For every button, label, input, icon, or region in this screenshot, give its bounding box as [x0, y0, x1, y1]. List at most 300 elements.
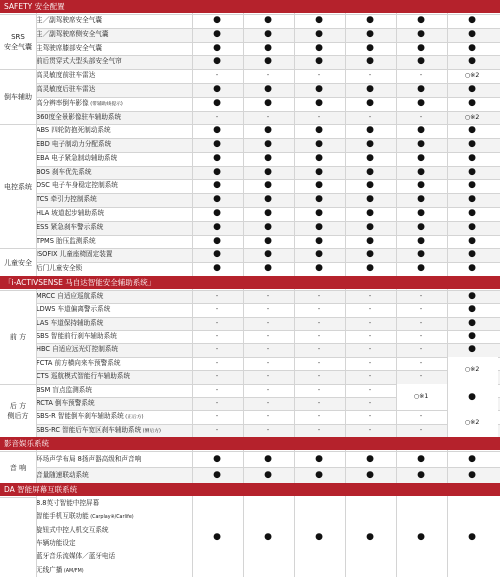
standard-dot: ● [264, 83, 272, 94]
standard-dot: ● [417, 42, 425, 53]
standard-dot: ● [264, 221, 272, 232]
standard-dot: ● [468, 208, 476, 219]
not-available-dash: - [266, 398, 270, 407]
standard-dot: ● [417, 15, 425, 25]
not-available-dash: - [419, 425, 423, 434]
standard-dot: ● [468, 83, 476, 94]
feature-label [36, 451, 202, 467]
standard-dot: ● [468, 249, 476, 260]
feature-name: 高灵敏度后驻车雷达 [36, 84, 96, 93]
group-label-line: 电控系统 [4, 182, 32, 191]
standard-dot: ● [264, 454, 272, 464]
feature-label [36, 193, 202, 207]
group-label-line: 安全气囊 [4, 43, 32, 52]
column-divider [396, 289, 397, 437]
standard-dot: ● [315, 56, 323, 67]
not-available-dash: - [317, 398, 321, 407]
column-divider [36, 496, 37, 577]
column-divider [345, 450, 346, 483]
standard-dot: ● [366, 221, 374, 232]
feature-name: SBS-RC 智能后车宽区刹车辅助系统 [36, 425, 142, 434]
feature-name: BSM 盲点监测系统 [36, 385, 92, 394]
da-feature [36, 524, 202, 537]
group-label-da [0, 497, 36, 577]
section-header-iactivsense: 「i-ACTIVSENSE 马自达智能安全辅助系统」 [0, 276, 500, 289]
not-available-dash: - [266, 385, 270, 394]
standard-dot: ● [468, 56, 476, 67]
standard-dot: ● [468, 97, 476, 108]
not-available-dash: - [266, 345, 270, 354]
column-divider [192, 496, 193, 577]
standard-dot: ● [315, 249, 323, 260]
not-available-dash: - [215, 112, 219, 121]
standard-dot: ● [213, 454, 221, 464]
feature-label [36, 138, 202, 152]
feature-label [36, 467, 202, 483]
standard-dot: ● [468, 139, 476, 150]
feature-name: SBS-R 智能倒车刹车辅助系统 [36, 412, 124, 421]
column-divider [243, 450, 244, 483]
standard-dot: ● [315, 194, 323, 205]
sbsr-option-note: ○※2 [447, 410, 498, 437]
not-available-dash: - [368, 425, 372, 434]
not-available-dash: - [215, 385, 219, 394]
not-available-dash: - [368, 385, 372, 394]
not-available-dash: - [266, 332, 270, 341]
fcta-cts-option-note: ○※2 [447, 357, 498, 384]
column-divider [192, 289, 193, 437]
standard-dot: ● [417, 208, 425, 219]
not-available-dash: - [266, 425, 270, 434]
standard-dot: ● [264, 139, 272, 150]
standard-dot: ● [417, 97, 425, 108]
standard-dot: ● [468, 180, 476, 191]
feature-label [36, 124, 202, 138]
group-label-line: 后 方 [9, 401, 27, 410]
feature-label [36, 424, 202, 437]
da-feature [36, 510, 202, 523]
standard-dot: ● [264, 208, 272, 219]
not-available-dash: - [368, 372, 372, 381]
group-label-parking [0, 69, 36, 124]
feature-name: ISOFIX 儿童座椅固定装置 [36, 250, 113, 259]
not-available-dash: - [317, 358, 321, 367]
standard-dot: ● [315, 28, 323, 39]
column-divider [243, 496, 244, 577]
group-label-line: 倒车辅助 [4, 93, 32, 102]
column-divider [192, 13, 193, 276]
feature-name: EBA 电子紧急制动辅助系统 [36, 153, 118, 162]
not-available-dash: - [317, 112, 321, 121]
standard-dot: ● [417, 194, 425, 205]
standard-dot: ● [315, 208, 323, 219]
not-available-dash: - [368, 345, 372, 354]
standard-dot: ● [417, 221, 425, 232]
standard-dot: ● [468, 152, 476, 163]
standard-dot: ● [468, 221, 476, 232]
standard-dot: ● [366, 208, 374, 219]
feature-name: HLA 坡道起步辅助系统 [36, 209, 105, 218]
standard-dot: ● [315, 470, 323, 480]
standard-dot: ● [417, 532, 425, 542]
feature-note: (正后方) [123, 415, 144, 421]
not-available-dash: - [266, 112, 270, 121]
feature-label [36, 235, 202, 249]
standard-dot: ● [264, 56, 272, 67]
not-available-dash: - [266, 358, 270, 367]
not-available-dash: - [317, 292, 321, 300]
not-available-dash: - [317, 412, 321, 421]
feature-label [36, 357, 202, 370]
standard-dot: ● [264, 166, 272, 177]
column-divider [447, 496, 448, 577]
standard-dot: ● [417, 83, 425, 94]
group-label-line: SRS [11, 33, 25, 42]
not-available-dash: - [215, 71, 219, 80]
da-feature-name: 车辆功能设定 [36, 539, 76, 547]
not-available-dash: - [215, 318, 219, 327]
feature-name: HBC 自适应远光灯控制系统 [36, 345, 119, 354]
feature-label [36, 397, 202, 410]
standard-dot: ● [417, 28, 425, 39]
not-available-dash: - [317, 305, 321, 314]
da-feature-name: 蓝牙音乐流媒体／蓝牙电话 [36, 552, 116, 561]
feature-label [36, 111, 202, 125]
not-available-dash: - [368, 398, 372, 407]
standard-dot: ● [315, 263, 323, 274]
standard-dot: ● [366, 152, 374, 163]
standard-dot: ● [468, 470, 476, 480]
standard-dot: ● [264, 249, 272, 260]
standard-dot: ● [213, 470, 221, 480]
standard-dot: ● [366, 15, 374, 25]
feature-label [36, 55, 202, 69]
column-divider [243, 289, 244, 437]
not-available-dash: - [317, 385, 321, 394]
feature-label [36, 317, 202, 330]
standard-dot: ● [213, 221, 221, 232]
not-available-dash: - [419, 292, 423, 300]
standard-dot: ● [366, 139, 374, 150]
standard-dot: ● [213, 56, 221, 67]
feature-label [36, 179, 202, 193]
standard-dot: ● [366, 249, 374, 260]
not-available-dash: - [419, 305, 423, 314]
not-available-dash: - [368, 332, 372, 341]
feature-name: 高灵敏度前驻车雷达 [36, 71, 96, 80]
feature-name: 主驾驶席膝部安全气囊 [36, 43, 102, 52]
standard-dot: ● [315, 532, 323, 542]
standard-dot: ● [417, 152, 425, 163]
feature-label [36, 166, 202, 180]
column-divider [294, 13, 295, 276]
standard-dot: ● [264, 194, 272, 205]
standard-dot: ● [213, 97, 221, 108]
not-available-dash: - [215, 412, 219, 421]
standard-dot: ● [417, 454, 425, 464]
column-divider [192, 450, 193, 483]
standard-dot: ● [264, 470, 272, 480]
feature-note: (侧后方) [141, 428, 161, 434]
feature-name: SBS 智能前行刹车辅助系统 [36, 332, 117, 341]
bsm-rcta-dot: ● [447, 384, 498, 411]
standard-dot: ● [468, 331, 476, 342]
not-available-dash: - [368, 358, 372, 367]
not-available-dash: - [368, 412, 372, 421]
group-label-line: 儿童安全 [4, 258, 32, 267]
group-label-line: 音 响 [9, 463, 27, 472]
standard-dot: ● [264, 152, 272, 163]
feature-name: RCTA 倒车预警系统 [36, 398, 95, 407]
standard-dot: ● [213, 83, 221, 94]
column-divider [447, 289, 448, 437]
da-feature-note: (AM/FM) [62, 568, 84, 574]
not-available-dash: - [419, 318, 423, 327]
not-available-dash: - [266, 372, 270, 381]
standard-dot: ● [366, 28, 374, 39]
standard-dot: ● [417, 470, 425, 480]
feature-name: 主／副驾驶席侧安全气囊 [36, 29, 109, 38]
standard-dot: ● [264, 125, 272, 136]
standard-dot: ● [213, 249, 221, 260]
feature-name: LDWS 车道偏离警示系统 [36, 305, 111, 314]
standard-dot: ● [213, 180, 221, 191]
feature-label [36, 97, 202, 111]
feature-label [36, 303, 202, 316]
group-label-rear [0, 384, 36, 437]
standard-dot: ● [468, 291, 476, 301]
feature-name: CTS 巡航模式智能行车辅助系统 [36, 372, 131, 381]
standard-dot: ● [366, 180, 374, 191]
section-header-safety: SAFETY 安全配置 [0, 0, 500, 13]
not-available-dash: - [368, 305, 372, 314]
standard-dot: ● [417, 263, 425, 274]
standard-dot: ● [213, 532, 221, 542]
standard-dot: ● [315, 97, 323, 108]
not-available-dash: - [368, 318, 372, 327]
feature-label [36, 370, 202, 383]
not-available-dash: - [215, 398, 219, 407]
column-divider [345, 496, 346, 577]
section-header-da: DA 智能屏幕互联系统 [0, 483, 500, 496]
not-available-dash: - [368, 112, 372, 121]
standard-dot: ● [213, 263, 221, 274]
column-divider [36, 13, 37, 276]
standard-dot: ● [213, 139, 221, 150]
feature-name: TCS 牵引力控制系统 [36, 195, 97, 204]
not-available-dash: - [419, 71, 423, 80]
feature-label [36, 290, 202, 303]
group-label-line: 侧后方 [7, 411, 29, 420]
not-available-dash: - [419, 345, 423, 354]
feature-name: 360度全景影像驻车辅助系统 [36, 112, 122, 121]
not-available-dash: - [266, 305, 270, 314]
standard-dot: ● [468, 166, 476, 177]
column-divider [294, 496, 295, 577]
standard-dot: ● [417, 235, 425, 246]
not-available-dash: - [419, 372, 423, 381]
column-divider [243, 13, 244, 276]
not-available-dash: - [419, 412, 423, 421]
da-feature-name: 无线广播 [36, 565, 63, 574]
standard-dot: ● [315, 15, 323, 25]
column-divider [447, 450, 448, 483]
not-available-dash: - [368, 71, 372, 80]
bsm-rcta-option-note: ○※1 [396, 384, 447, 411]
standard-dot: ● [315, 83, 323, 94]
not-available-dash: - [215, 345, 219, 354]
column-divider [36, 289, 37, 437]
standard-dot: ● [417, 166, 425, 177]
column-divider [345, 289, 346, 437]
standard-dot: ● [213, 125, 221, 136]
standard-dot: ● [315, 166, 323, 177]
column-divider [294, 289, 295, 437]
standard-dot: ● [315, 125, 323, 136]
standard-dot: ● [468, 125, 476, 136]
column-divider [396, 13, 397, 276]
option-note: ○※2 [464, 72, 480, 80]
standard-dot: ● [468, 15, 476, 25]
standard-dot: ● [468, 263, 476, 274]
group-label-line: 前 方 [9, 333, 27, 342]
da-feature [36, 564, 202, 577]
standard-dot: ● [468, 532, 476, 542]
standard-dot: ● [468, 454, 476, 464]
standard-dot: ● [417, 125, 425, 136]
standard-dot: ● [366, 83, 374, 94]
standard-dot: ● [264, 180, 272, 191]
column-divider [294, 450, 295, 483]
da-feature-name: 8.8英寸智能中控屏幕 [36, 499, 100, 507]
standard-dot: ● [468, 194, 476, 205]
option-note: ○※2 [464, 113, 480, 121]
group-label-audio [0, 451, 36, 483]
standard-dot: ● [264, 235, 272, 246]
feature-name: 前后贯穿式大型头部安全气帘 [36, 57, 122, 66]
feature-label [36, 28, 202, 42]
section-header-av: 影音娱乐系统 [0, 437, 500, 450]
standard-dot: ● [264, 42, 272, 53]
standard-dot: ● [264, 97, 272, 108]
standard-dot: ● [366, 454, 374, 464]
standard-dot: ● [213, 15, 221, 25]
not-available-dash: - [317, 425, 321, 434]
standard-dot: ● [366, 166, 374, 177]
feature-name: 后门儿童安全锁 [36, 264, 83, 273]
feature-label [36, 14, 202, 28]
feature-label [36, 330, 202, 343]
standard-dot: ● [315, 152, 323, 163]
feature-name: FCTA 前方横向来车预警系统 [36, 358, 121, 367]
group-label-esc [0, 124, 36, 248]
standard-dot: ● [264, 15, 272, 25]
column-divider [396, 496, 397, 577]
column-divider [396, 450, 397, 483]
standard-dot: ● [366, 470, 374, 480]
not-available-dash: - [215, 332, 219, 341]
standard-dot: ● [315, 235, 323, 246]
not-available-dash: - [215, 305, 219, 314]
feature-name: 高分辨率倒车影像 [36, 98, 89, 107]
not-available-dash: - [317, 372, 321, 381]
standard-dot: ● [417, 56, 425, 67]
group-label-child [0, 248, 36, 276]
feature-label [36, 248, 202, 262]
standard-dot: ● [213, 208, 221, 219]
group-label-front [0, 290, 36, 384]
not-available-dash: - [215, 372, 219, 381]
standard-dot: ● [468, 317, 476, 328]
not-available-dash: - [215, 425, 219, 434]
standard-dot: ● [264, 28, 272, 39]
da-feature [36, 537, 202, 550]
feature-label [36, 207, 202, 221]
not-available-dash: - [317, 318, 321, 327]
standard-dot: ● [213, 235, 221, 246]
standard-dot: ● [468, 344, 476, 355]
not-available-dash: - [266, 318, 270, 327]
feature-name: ESS 紧急刹车警示系统 [36, 222, 104, 231]
not-available-dash: - [215, 292, 219, 300]
standard-dot: ● [366, 194, 374, 205]
standard-dot: ● [468, 235, 476, 246]
standard-dot: ● [366, 235, 374, 246]
standard-dot: ● [264, 263, 272, 274]
standard-dot: ● [315, 454, 323, 464]
feature-label [36, 410, 202, 423]
da-feature [36, 550, 202, 563]
column-divider [345, 13, 346, 276]
standard-dot: ● [366, 42, 374, 53]
standard-dot: ● [366, 56, 374, 67]
feature-note: (带辅助线提示) [88, 101, 123, 107]
feature-label [36, 83, 202, 97]
group-label-srs [0, 14, 36, 69]
feature-label [36, 42, 202, 56]
feature-label [36, 262, 202, 276]
not-available-dash: - [266, 292, 270, 300]
standard-dot: ● [315, 180, 323, 191]
standard-dot: ● [417, 180, 425, 191]
standard-dot: ● [213, 194, 221, 205]
standard-dot: ● [315, 42, 323, 53]
feature-label [36, 221, 202, 235]
standard-dot: ● [417, 249, 425, 260]
da-feature-name: 旋钮式中控人机交互系统 [36, 525, 109, 534]
standard-dot: ● [468, 304, 476, 315]
not-available-dash: - [317, 71, 321, 80]
feature-name: TPMS 胎压监测系统 [36, 236, 96, 245]
standard-dot: ● [366, 97, 374, 108]
feature-label [36, 384, 202, 397]
feature-name: DSC 电子车身稳定控制系统 [36, 181, 118, 190]
feature-label [36, 69, 202, 83]
feature-name: 主／副驾驶席安全气囊 [36, 16, 102, 24]
not-available-dash: - [368, 292, 372, 300]
standard-dot: ● [213, 42, 221, 53]
not-available-dash: - [317, 345, 321, 354]
standard-dot: ● [417, 139, 425, 150]
da-feature [36, 497, 202, 510]
feature-label [36, 152, 202, 166]
feature-name: 音量随速联动系统 [36, 471, 89, 479]
standard-dot: ● [315, 139, 323, 150]
not-available-dash: - [215, 358, 219, 367]
feature-name: LAS 车道保持辅助系统 [36, 318, 104, 327]
standard-dot: ● [213, 152, 221, 163]
column-divider [447, 13, 448, 276]
